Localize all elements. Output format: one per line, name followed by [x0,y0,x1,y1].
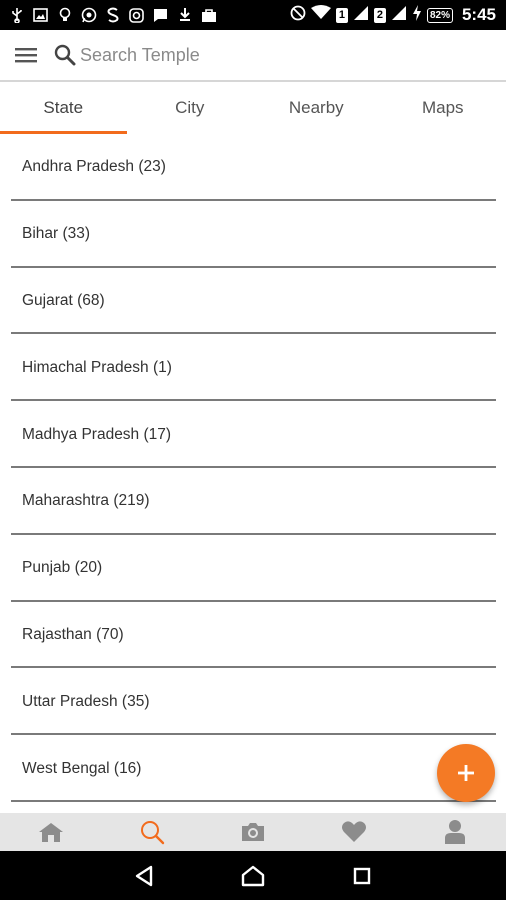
bag-icon [200,7,217,24]
square-icon [353,867,371,885]
list-item[interactable]: Uttar Pradesh (35) [0,668,506,735]
tab-city[interactable]: City [175,98,205,117]
nav-search[interactable] [101,813,202,851]
whatsapp-icon [80,7,97,24]
profile-icon [444,819,466,845]
home-outline-icon [241,865,265,887]
system-nav-bar [0,851,506,900]
list-item[interactable]: Maharashtra (219) [0,468,506,535]
notification-icons [8,7,290,24]
search-bar [0,30,506,80]
status-bar [0,0,506,30]
list-item[interactable]: Madhya Pradesh (17) [0,401,506,468]
instagram-icon [128,7,145,24]
wifi-icon [311,5,331,25]
add-button[interactable] [437,744,495,802]
back-button[interactable] [129,861,159,891]
chat-icon [152,7,169,24]
tab-state[interactable]: State [0,82,127,134]
download-icon [176,7,193,24]
camera-icon [240,821,266,843]
image-icon [32,7,49,24]
menu-button[interactable] [0,30,52,80]
list-item[interactable]: Rajasthan (70) [0,602,506,669]
battery-icon: 82% [427,8,453,23]
home-icon [38,821,64,843]
home-button[interactable] [238,861,268,891]
swipe-icon [104,7,121,24]
nav-favorites[interactable] [304,813,405,851]
recents-button[interactable] [347,861,377,891]
dnd-icon [290,5,306,26]
back-icon [134,865,154,887]
hamburger-icon [15,47,37,63]
nav-profile[interactable] [405,813,506,851]
tab-nearby[interactable]: Nearby [288,98,344,117]
list-item[interactable]: Andhra Pradesh (23) [0,134,506,201]
tab-bar [0,82,506,134]
search-input[interactable] [78,35,478,75]
signal-icon [391,5,407,26]
usb-icon [8,7,25,24]
clock: 5:45 [461,5,496,24]
charging-icon [412,5,422,26]
list-item[interactable]: Bihar (33) [0,201,506,268]
search-icon [139,819,165,845]
system-status [290,5,496,26]
list-item[interactable]: Gujarat (68) [0,268,506,335]
list-item[interactable]: Punjab (20) [0,535,506,602]
list-item[interactable]: West Bengal (16) [0,735,506,802]
list-item[interactable]: Himachal Pradesh (1) [0,334,506,401]
bottom-nav [0,813,506,851]
tab-maps[interactable]: Maps [421,98,464,117]
nav-camera[interactable] [202,813,303,851]
nav-home[interactable] [0,813,101,851]
state-list [0,134,506,802]
heart-icon [341,820,367,844]
sim2-icon: 2 [374,8,386,23]
sim1-icon: 1 [336,8,348,23]
bulb-icon [56,7,73,24]
signal-icon [353,5,369,26]
plus-icon [457,764,475,782]
search-icon [52,42,78,68]
